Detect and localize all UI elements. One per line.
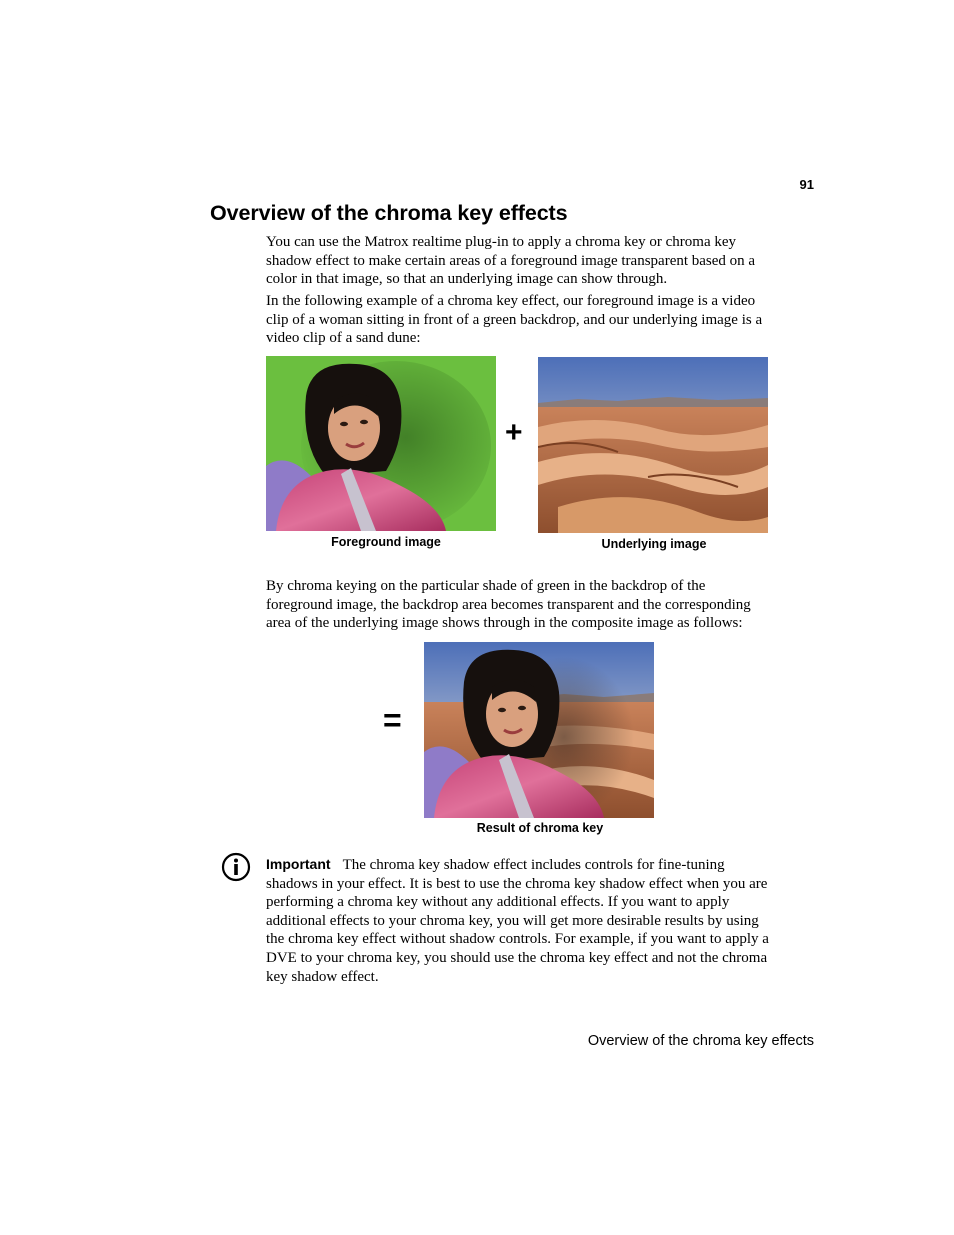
foreground-caption: Foreground image bbox=[331, 535, 441, 549]
intro-paragraph: You can use the Matrox realtime plug-in to apply a chroma key or chroma key shadow effect to make certain areas of a foreground image transparent based on a color in that image, so that an underlying image can show through. bbox=[266, 234, 756, 288]
page-title: Overview of the chroma key effects bbox=[210, 201, 568, 225]
important-note bbox=[266, 855, 770, 986]
equals-symbol: = bbox=[383, 702, 402, 738]
important-text: The chroma key shadow effect includes controls for fine-tuning shadows in your effect. It is best to use the chroma key shadow effect when you are performing a chroma key without any additional effects. If you want to apply additional effects to your chroma key, you will get more desirable results by using the chroma key effect without shadow controls. For example, if you want to apply a DVE to your chroma key, you should use the chroma key effect and not the chroma key shadow effect. bbox=[266, 857, 769, 985]
underlying-caption: Underlying image bbox=[601, 537, 707, 551]
plus-symbol: + bbox=[505, 416, 523, 449]
underlying-image bbox=[538, 357, 768, 533]
result-caption: Result of chroma key bbox=[476, 821, 604, 835]
example-paragraph: In the following example of a chroma key effect, our foreground image is a video clip of a woman sitting in front of a green backdrop, and our underlying image is a video clip of a sand dune: bbox=[266, 293, 763, 347]
page-number: 91 bbox=[799, 177, 814, 192]
running-footer: Overview of the chroma key effects bbox=[587, 1033, 814, 1049]
foreground-image bbox=[266, 356, 496, 531]
result-paragraph: By chroma keying on the particular shade of green in the backdrop of the foreground image, the backdrop area becomes transparent and the corresponding area of the underlying image shows through in the composite image as follows: bbox=[266, 578, 751, 632]
result-image bbox=[424, 642, 654, 818]
important-label: Important bbox=[266, 856, 331, 872]
info-icon bbox=[221, 852, 251, 882]
